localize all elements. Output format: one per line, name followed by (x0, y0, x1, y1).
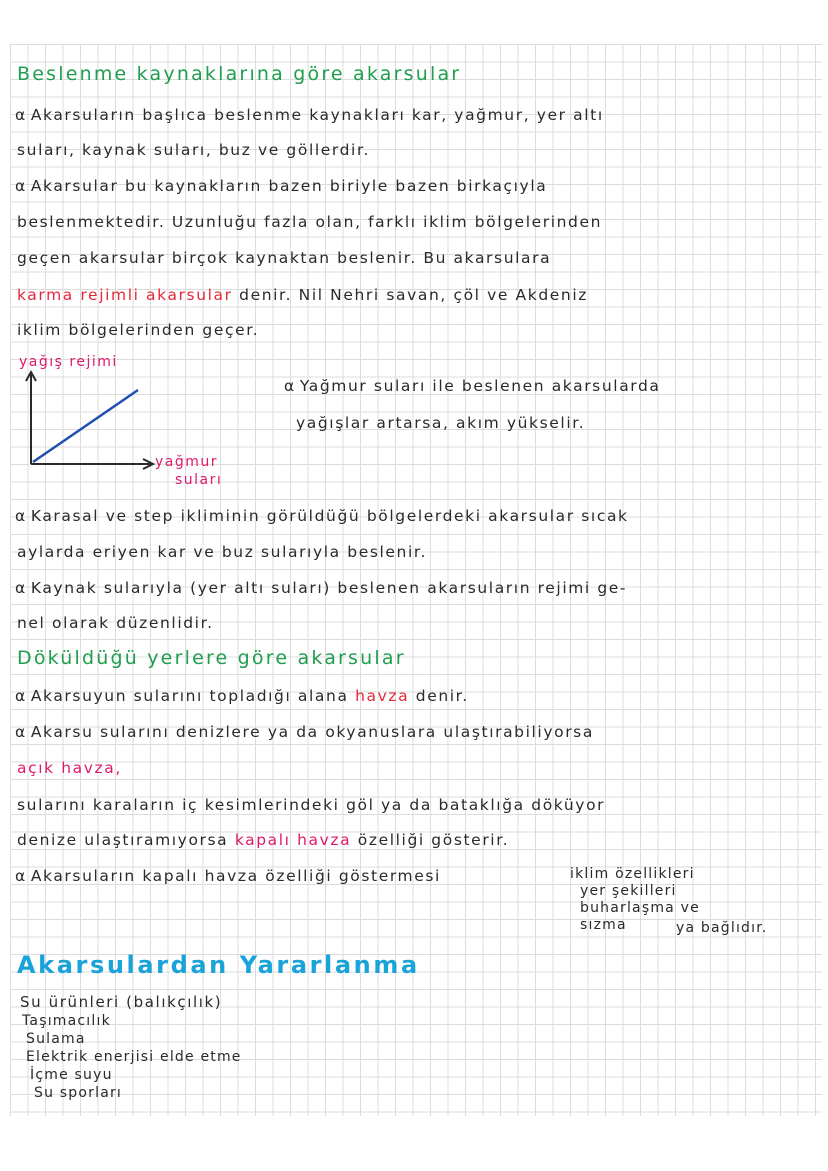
bullet-symbol: α (15, 106, 27, 124)
paragraph-line: α Kaynak sularıyla (yer altı suları) beslenen akarsuların rejimi ge- (15, 579, 628, 597)
bullet-symbol: α (15, 579, 27, 597)
paragraph-line: karma rejimli akarsular denir. Nil Nehri savan, çöl ve Akdeniz (17, 286, 588, 304)
factor-list-item: yer şekilleri (580, 883, 677, 899)
graph-y-label: yağış rejimi (19, 354, 118, 370)
bullet-symbol: α (15, 867, 27, 885)
section-heading-usage: Akarsulardan Yararlanma (17, 951, 420, 979)
factor-list-tail: ya bağlıdır. (676, 920, 768, 936)
paragraph-line: beslenmektedir. Uzunluğu fazla olan, farklı iklim bölgelerinden (17, 213, 603, 231)
term-mixed-regime: karma rejimli akarsular (17, 286, 233, 304)
paragraph-line: sularını karaların iç kesimlerindeki göl ya da bataklığa döküyor (17, 796, 606, 814)
usage-item: Taşımacılık (22, 1013, 111, 1029)
paragraph-line: α Akarsular bu kaynakların bazen biriyle bazen birkaçıyla (15, 177, 548, 195)
factor-list-item: sızma (580, 917, 627, 933)
term-closed-basin: kapalı havza (234, 831, 352, 849)
paragraph-line: α Akarsuyun sularını topladığı alana havza denir. (15, 687, 469, 705)
graph-trend-line (33, 390, 138, 462)
bullet-symbol: α (15, 687, 27, 705)
paragraph-line: aylarda eriyen kar ve buz sularıyla beslenir. (17, 543, 427, 561)
graph-x-label-2: suları (175, 472, 223, 488)
graph-note-line: α Yağmur suları ile beslenen akarsularda (284, 377, 661, 395)
paragraph-line: α Akarsuların başlıca beslenme kaynakları kar, yağmur, yer altı (15, 106, 604, 124)
paragraph-line: α Karasal ve step ikliminin görüldüğü bölgelerdeki akarsular sıcak (15, 507, 629, 525)
usage-item: Sulama (26, 1031, 86, 1047)
term-open-basin: açık havza, (17, 759, 122, 777)
bullet-symbol: α (284, 377, 296, 395)
usage-item: İçme suyu (30, 1067, 113, 1083)
paragraph-line: suları, kaynak suları, buz ve göllerdir. (17, 141, 371, 159)
bullet-symbol: α (15, 177, 27, 195)
graph-x-label: yağmur (155, 454, 219, 470)
usage-item: Elektrik enerjisi elde etme (26, 1049, 242, 1065)
factor-list-item: buharlaşma ve (580, 900, 700, 916)
section-heading-discharge: Döküldüğü yerlere göre akarsular (17, 647, 406, 669)
paragraph-line: denize ulaştıramıyorsa kapalı havza özelliği gösterir. (17, 831, 510, 849)
section-heading-feeding: Beslenme kaynaklarına göre akarsular (17, 63, 462, 85)
bullet-symbol: α (15, 723, 27, 741)
bullet-symbol: α (15, 507, 27, 525)
paragraph-line: α Akarsuların kapalı havza özelliği göstermesi (15, 867, 441, 885)
paragraph-line: nel olarak düzenlidir. (17, 614, 214, 632)
usage-item: Su ürünleri (balıkçılık) (20, 993, 223, 1011)
graph-note-line: yağışlar artarsa, akım yükselir. (296, 414, 586, 432)
usage-item: Su sporları (34, 1085, 123, 1101)
term-basin: havza (355, 687, 410, 705)
paragraph-line: α Akarsu sularını denizlere ya da okyanuslara ulaştırabiliyorsa (15, 723, 594, 741)
paragraph-line: geçen akarsular birçok kaynaktan beslenir. Bu akarsulara (17, 249, 552, 267)
paragraph-line: iklim bölgelerinden geçer. (17, 321, 260, 339)
rain-regime-graph (15, 352, 255, 492)
factor-list-item: iklim özellikleri (570, 866, 695, 882)
